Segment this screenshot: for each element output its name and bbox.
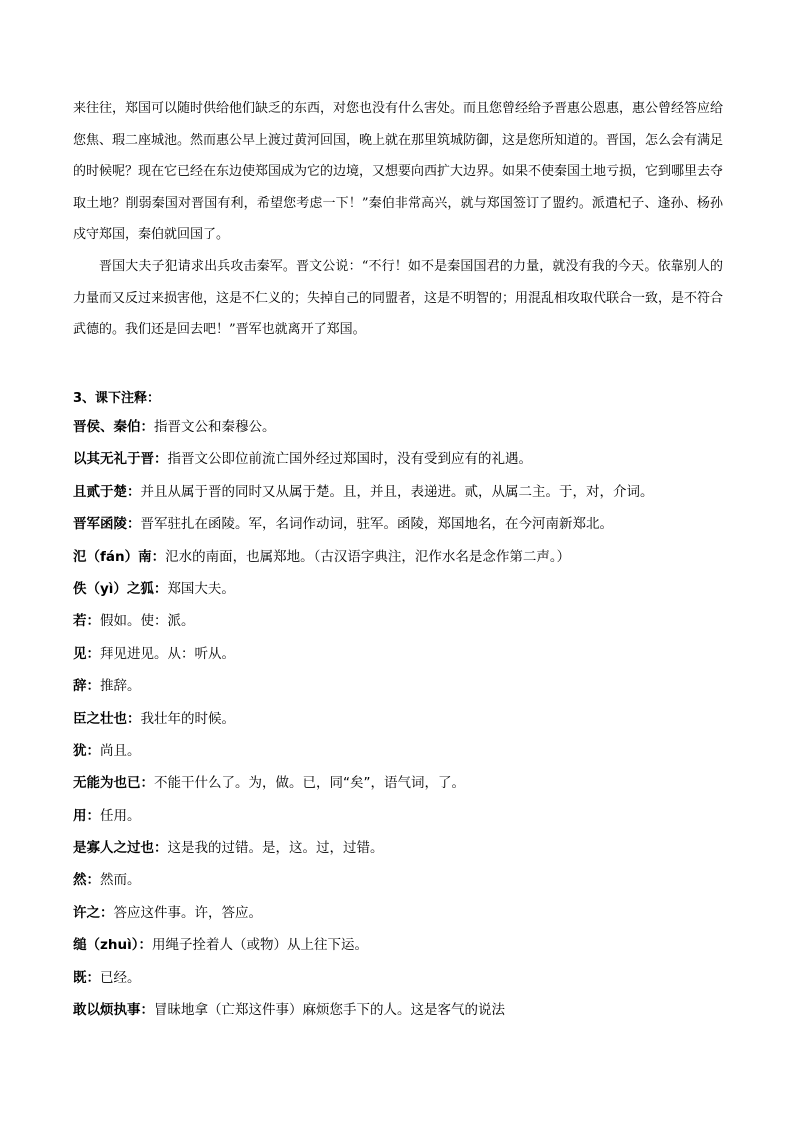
annotation-item [73, 767, 723, 799]
annotation-definition: 冒昧地拿（亡郑这件事）麻烦您手下的人。这是客气的说法 [154, 1002, 505, 1019]
annotation-item [73, 832, 723, 864]
translation-paragraph-continued: 来往往，郑国可以随时供给他们缺乏的东西，对您也没有什么害处。而且您曾经给予晋惠公恩惠，惠公曾经答应给您焦、瑕二座城池。然而惠公早上渡过黄河回国，晚上就在那里筑城防御，这是您所知道的。晋国，怎么会有满足的时候呢？现在它已经在东边使郑国成为它的边境，又想要向西扩大边界。如果不使秦国土地亏损，它到哪里去夺取土地？削弱秦国对晋国有利，希望您考虑一下！”秦伯非常高兴，就与郑国签订了盟约。派遣杞子、逢孙、杨孙戍守郑国，秦伯就回国了。 [73, 101, 724, 243]
annotation-term: 用： [73, 807, 100, 824]
annotation-item [73, 411, 723, 443]
annotation-item [73, 605, 723, 637]
annotation-term: 无能为也已： [73, 775, 154, 792]
annotation-term: 若： [73, 613, 100, 630]
annotation-definition: 指晋文公和秦穆公。 [154, 419, 276, 435]
annotation-item [73, 573, 723, 605]
annotation-item [73, 703, 723, 735]
annotation-item [73, 443, 723, 475]
annotation-item [73, 638, 723, 670]
section-heading: 3、课下注释： [73, 391, 161, 406]
annotation-term: 佚（yì）之狐： [73, 580, 168, 597]
translation-paragraph-retreat: 晋国大夫子犯请求出兵攻击秦军。晋文公说：“不行！如不是秦国国君的力量，就没有我的今天。依靠别人的力量而又反过来损害他，这是不仁义的；失掉自己的同盟者，这是不明智的；用混乱相攻取代联合一致，是不符合武德的。我们还是回去吧！”晋军也就离开了郑国。 [73, 258, 724, 338]
annotation-definition: 任用。 [100, 807, 141, 824]
annotation-item [73, 735, 723, 767]
annotations-section [73, 387, 723, 1026]
annotation-term: 犹： [73, 742, 100, 759]
annotation-item [73, 476, 723, 508]
annotation-definition: 郑国大夫。 [167, 580, 235, 597]
annotation-term: 晋侯、秦伯： [73, 419, 154, 435]
annotation-item [73, 800, 723, 832]
annotation-term: 然： [73, 872, 100, 889]
annotation-definition: 不能干什么了。为，做。已，同“矣”，语气词，了。 [154, 775, 465, 792]
annotation-list [73, 411, 723, 1026]
annotation-definition: 已经。 [100, 969, 141, 986]
annotation-term: 辞： [73, 678, 100, 695]
annotation-definition: 氾水的南面，也属郑地。（古汉语字典注，氾作水名是念作第二声。） [165, 548, 571, 565]
annotation-definition: 用绳子拴着人（或物）从上往下运。 [151, 937, 368, 954]
annotation-definition: 我壮年的时候。 [140, 710, 235, 727]
annotation-definition: 指晋文公即位前流亡国外经过郑国时，没有受到应有的礼遇。 [167, 451, 532, 468]
annotation-term: 许之： [73, 904, 114, 921]
annotation-term: 是寡人之过也： [73, 840, 168, 857]
annotation-item [73, 670, 723, 702]
translation-text [73, 93, 723, 346]
annotation-definition: 尚且。 [100, 742, 141, 759]
annotation-item [73, 897, 723, 929]
annotation-item [73, 929, 723, 961]
annotation-term: 既： [73, 969, 100, 986]
annotation-term: 敢以烦执事： [73, 1002, 154, 1019]
annotation-term: 见： [73, 645, 100, 662]
annotation-term: 且贰于楚： [73, 483, 141, 500]
annotation-definition: 并且从属于晋的同时又从属于楚。且，并且，表递进。贰，从属二主。于，对，介词。 [140, 483, 654, 500]
annotation-item [73, 508, 723, 540]
annotation-term: 晋军函陵： [73, 516, 141, 533]
annotation-definition: 拜见进见。从：听从。 [100, 645, 235, 662]
annotation-definition: 推辞。 [100, 678, 141, 695]
annotation-term: 缒（zhuì）： [73, 937, 152, 954]
annotation-definition: 然而。 [100, 872, 141, 889]
annotation-definition: 晋军驻扎在函陵。军，名词作动词，驻军。函陵，郑国地名，在今河南新郑北。 [140, 516, 613, 533]
annotation-term: 氾（fán）南： [73, 548, 166, 565]
annotation-item [73, 994, 723, 1026]
annotation-term: 以其无礼于晋： [73, 451, 168, 468]
annotation-item [73, 962, 723, 994]
annotation-item [73, 541, 723, 573]
annotation-item [73, 864, 723, 896]
annotation-definition: 这是我的过错。是，这。过，过错。 [167, 840, 384, 857]
annotation-definition: 假如。使：派。 [100, 613, 195, 630]
annotation-definition: 答应这件事。许，答应。 [113, 904, 262, 921]
annotation-term: 臣之壮也： [73, 710, 141, 727]
